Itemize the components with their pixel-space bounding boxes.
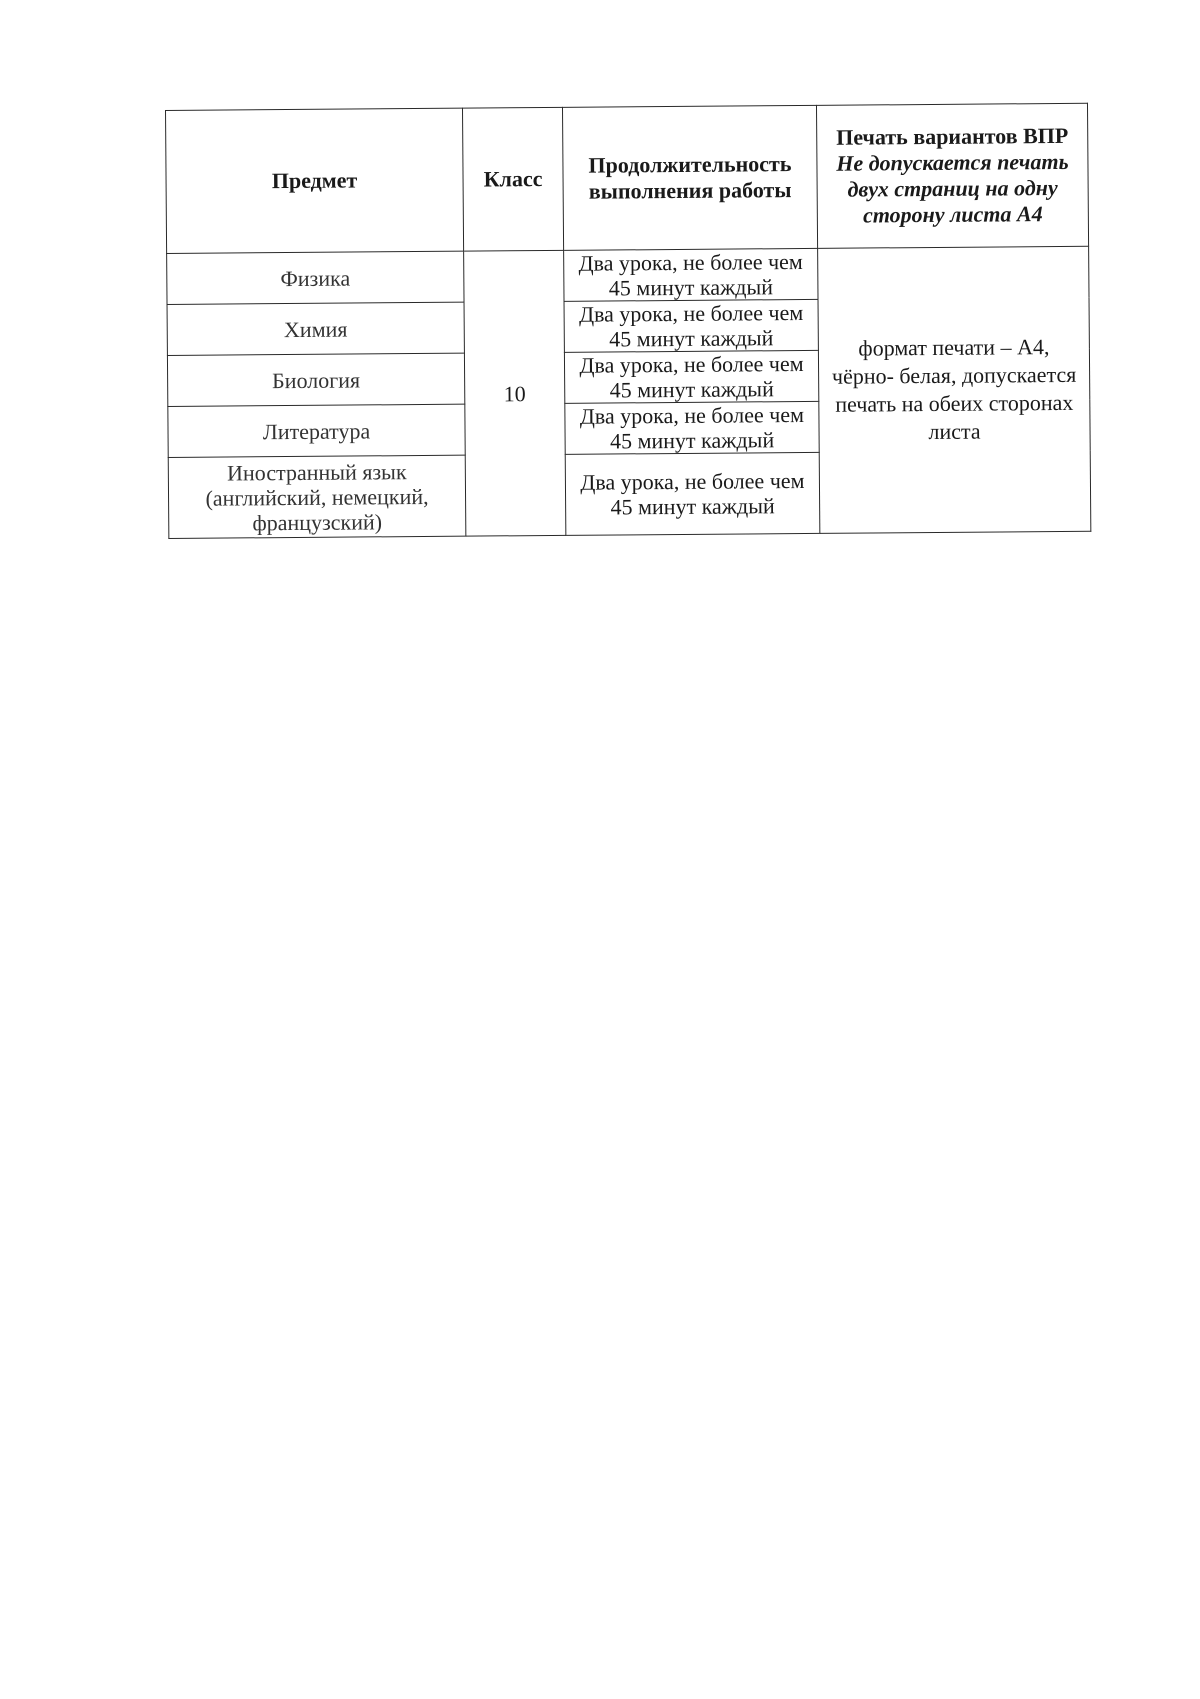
subject-cell: Биология [167, 353, 464, 406]
print-format-cell: формат печати – А4, чёрно- белая, допускается печать на обеих сторонах листа [818, 246, 1091, 533]
class-cell: 10 [464, 250, 566, 536]
header-print-title: Печать вариантов ВПР [836, 122, 1069, 150]
duration-cell: Два урока, не более чем 45 минут каждый [565, 452, 820, 535]
header-print-note: Не допускается печать двух страниц на одну сторону листа А4 [836, 148, 1069, 228]
subject-cell: Физика [167, 251, 464, 304]
table-header-row [166, 103, 1089, 253]
header-duration: Продолжительность выполнения работы [562, 105, 817, 250]
table-row [167, 246, 1089, 304]
duration-cell: Два урока, не более чем 45 минут каждый [564, 248, 818, 301]
duration-cell: Два урока, не более чем 45 минут каждый [564, 350, 818, 403]
vpr-schedule-table [165, 103, 1091, 539]
duration-cell: Два урока, не более чем 45 минут каждый [565, 401, 819, 454]
subject-cell: Литература [168, 404, 465, 457]
header-subject: Предмет [166, 108, 464, 253]
subject-cell: Химия [167, 302, 464, 355]
header-print [816, 103, 1088, 248]
vpr-schedule-table-wrapper [165, 103, 1090, 539]
duration-cell: Два урока, не более чем 45 минут каждый [564, 299, 818, 352]
subject-cell: Иностранный язык (английский, немецкий, французский) [168, 455, 466, 538]
header-class: Класс [462, 107, 563, 251]
